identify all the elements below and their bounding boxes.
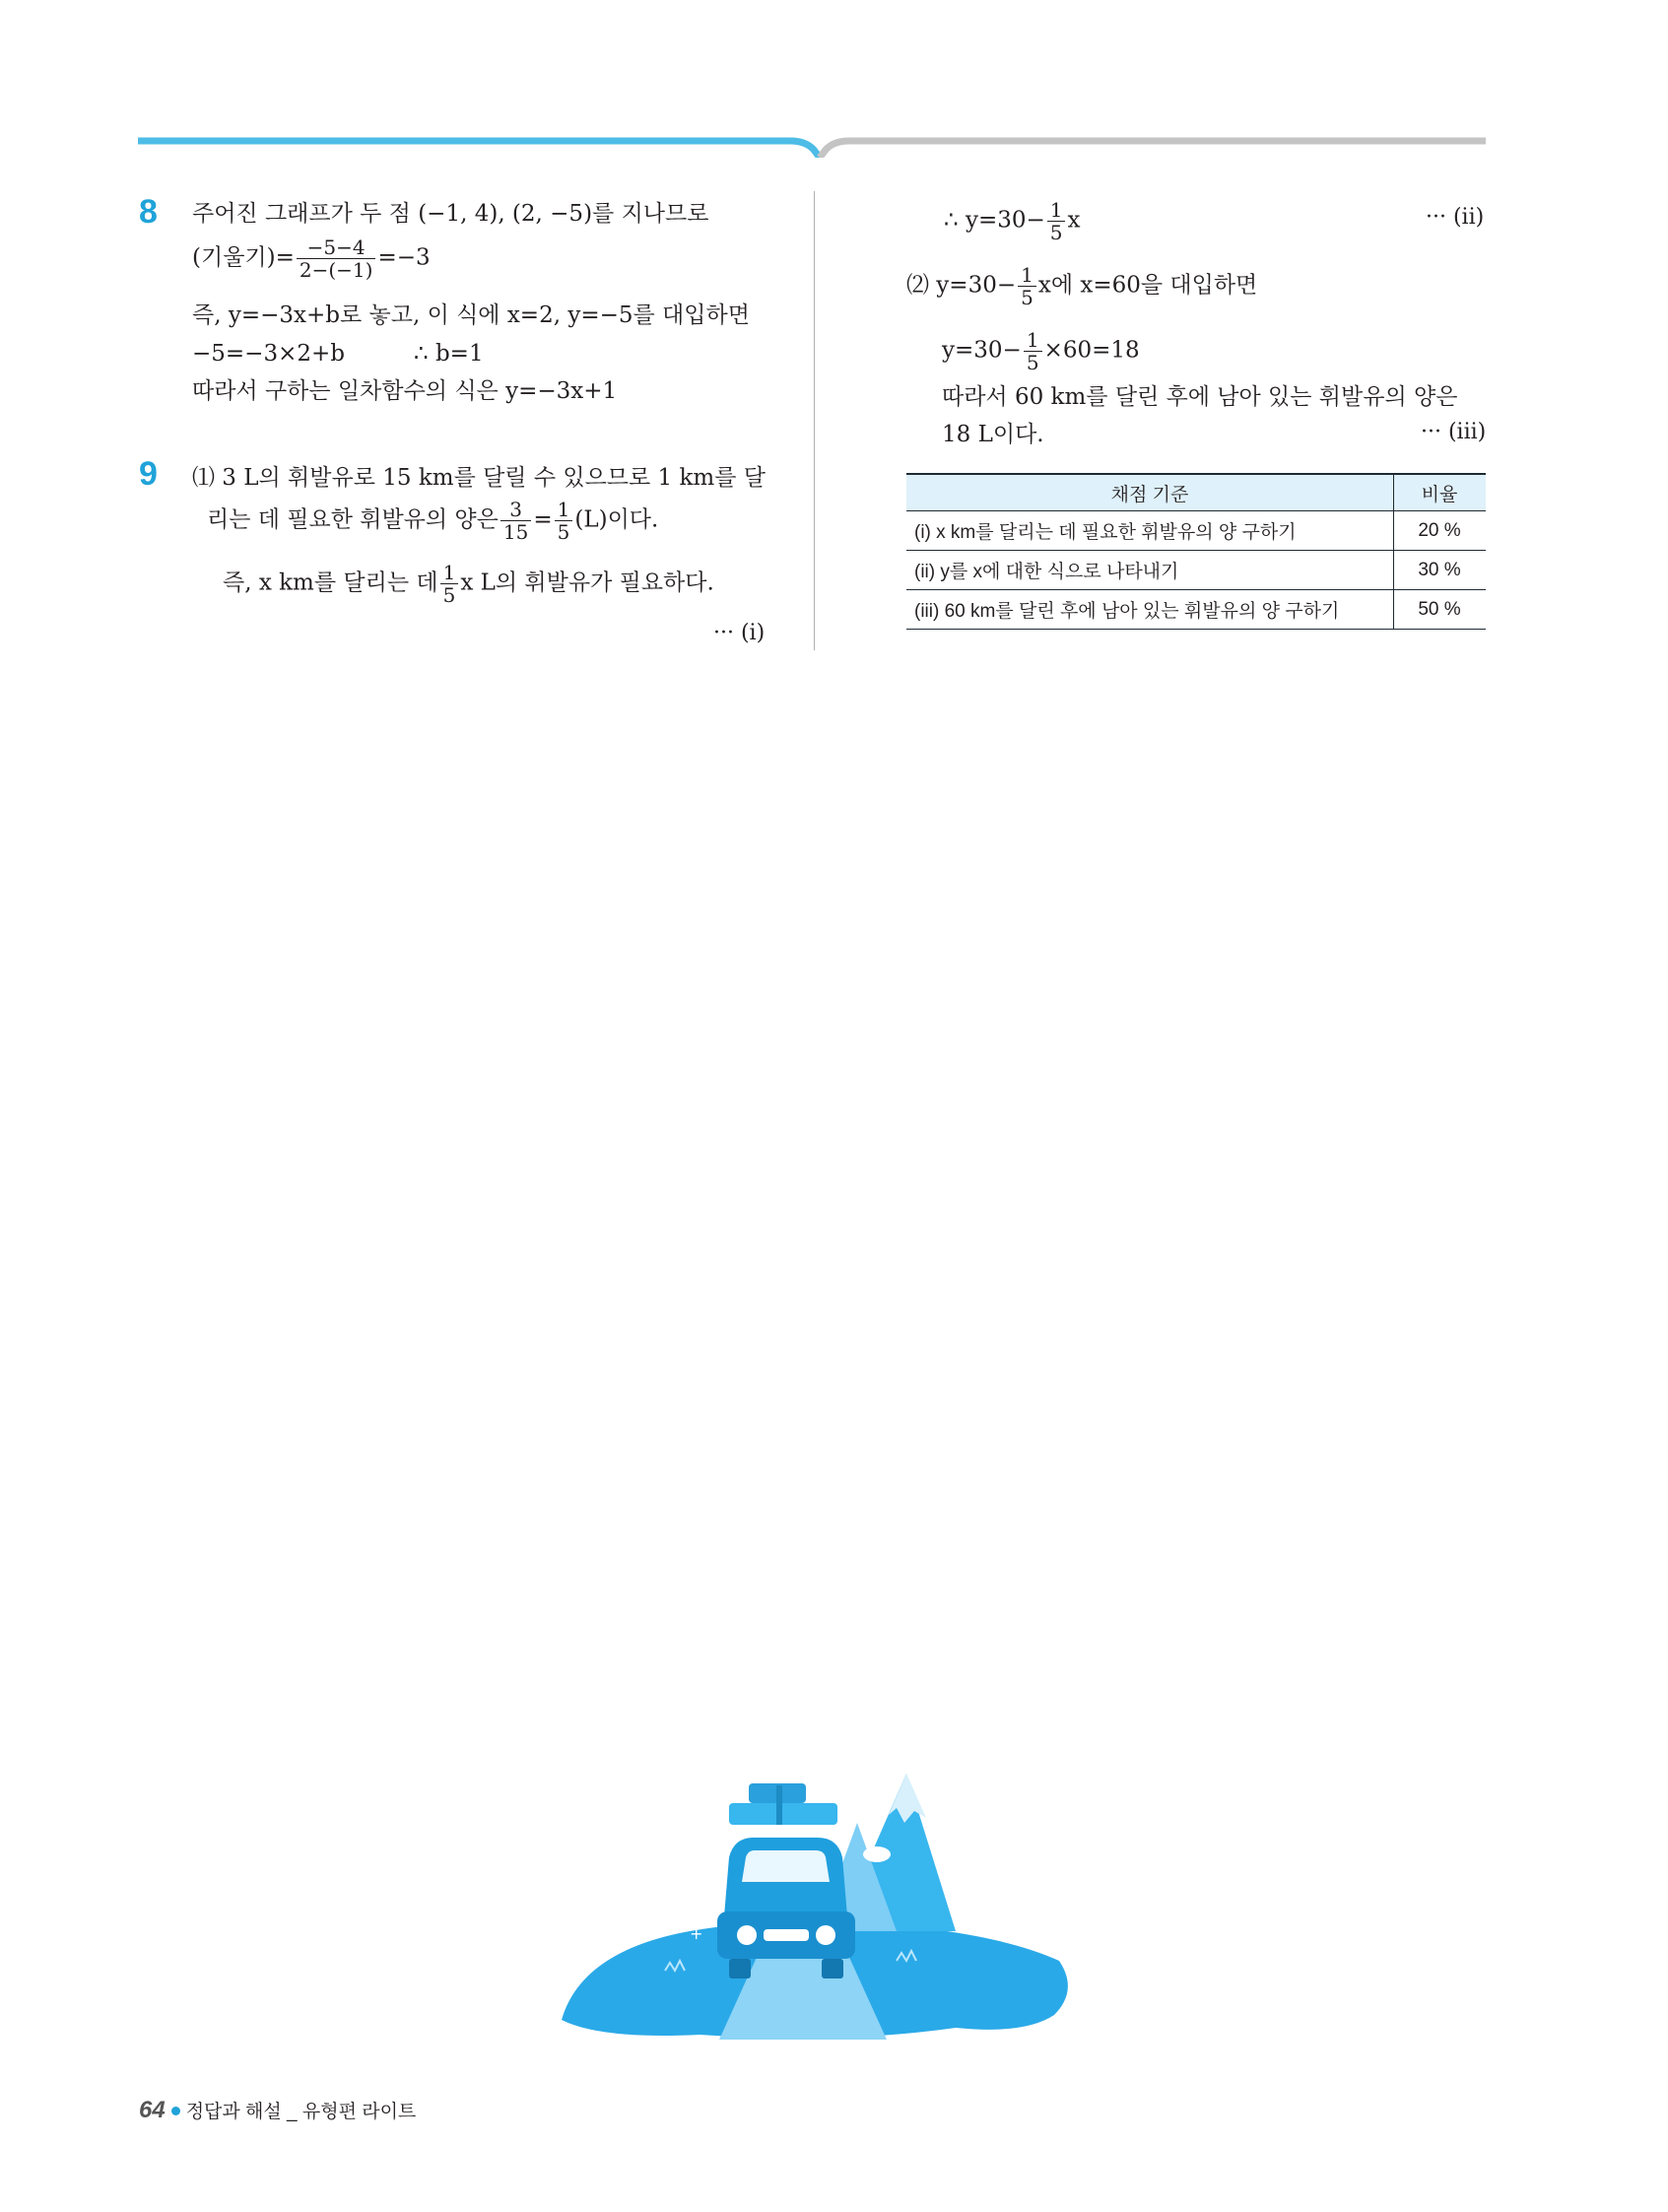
p9-part2-line2 [942,329,1140,373]
p9-part2-den2: 5 [1026,351,1039,374]
row-ratio: 50 % [1394,590,1487,630]
p9-part2-line1 [906,264,1257,308]
p9-line2-unit: (L)이다. [574,506,659,533]
p9-f3-num: 1 [440,562,459,584]
problem-number-9: 9 [139,455,158,493]
p9-fraction-1-5b [440,562,459,606]
svg-text:+ +: + + [680,1906,715,1926]
step-tag-iii: ··· (iii) [1421,420,1487,444]
p9-part2-fraction [1018,264,1036,308]
table-row [906,551,1486,590]
column-divider [814,191,815,650]
p9-part2-num2: 1 [1024,329,1042,352]
p9-f1-den: 15 [502,520,529,544]
car-and-mountain-icon [542,1764,1074,2059]
p9-part1-line3 [223,562,714,606]
p9-part2-line2-b: ×60=18 [1043,337,1140,364]
row-ratio: 30 % [1394,551,1487,590]
p9-fraction-1-5 [555,499,573,543]
book-title: 정답과 해설 _ 유형편 라이트 [185,2102,417,2122]
p8-slope-num: −5−4 [297,236,376,259]
p9-part2-den: 5 [1021,286,1034,309]
p9-part2-fraction2 [1024,329,1042,373]
p9-right-num: 1 [1047,199,1066,222]
header-criteria: 채점 기준 [906,474,1394,511]
p9-f2-num: 1 [555,499,573,521]
p9-right-fraction [1047,199,1066,243]
step-tag-i: ··· (i) [713,621,766,645]
p8-slope-den: 2−(−1) [299,258,373,282]
footer-dot-icon [171,2107,180,2115]
p9-part2-num: 1 [1018,264,1036,287]
p8-line4a: −5=−3×2+b [192,341,345,367]
p9-fraction-3-15 [500,499,531,543]
p9-right-therefore: ∴ y=30− [944,207,1045,234]
p8-slope [192,236,431,281]
p9-part2-text-a: ⑵ y=30− [906,272,1017,299]
p9-line3-rest: x L의 휘발유가 필요하다. [460,570,714,596]
p8-slope-label: (기울기)= [192,244,295,271]
grading-table [906,473,1486,630]
page-number: 64 [139,2097,166,2123]
p9-part2-line3: 따라서 60 km를 달린 후에 남아 있는 휘발유의 양은 [942,384,1458,410]
step-tag-ii: ··· (ii) [1426,205,1485,230]
grading-table-header [906,474,1486,511]
p9-line3-text: 즉, x km를 달리는 데 [223,570,438,596]
row-ratio: 20 % [1394,511,1487,551]
row-criteria: (i) x km를 달리는 데 필요한 휘발유의 양 구하기 [906,511,1394,551]
p8-slope-result: =−3 [377,244,431,271]
p8-line1: 주어진 그래프가 두 점 (−1, 4), (2, −5)를 지나므로 [192,201,709,227]
p9-right-line1 [944,199,1080,243]
table-row [906,511,1486,551]
p9-part2-line2-a: y=30− [942,337,1022,364]
p9-part1-line1: ⑴ 3 L의 휘발유로 15 km를 달릴 수 있으므로 1 km를 달 [192,465,766,491]
p9-right-x: x [1067,207,1081,234]
header-ratio: 비율 [1394,474,1487,511]
p9-f2-den: 5 [557,520,570,544]
p8-slope-fraction [297,236,376,281]
p9-f1-num: 3 [500,499,531,521]
p9-part1-line2 [207,499,658,543]
table-row [906,590,1486,630]
row-criteria: (iii) 60 km를 달린 후에 남아 있는 휘발유의 양 구하기 [906,590,1394,630]
p9-part2-line4: 18 L이다. [942,422,1044,447]
p9-f3-den: 5 [442,583,456,607]
header-bar [0,0,1668,158]
p8-line3: 즉, y=−3x+b로 놓고, 이 식에 x=2, y=−5를 대입하면 [192,302,750,328]
p9-right-den: 5 [1049,221,1063,244]
p8-line4b: ∴ b=1 [414,341,484,367]
page-footer [139,2097,416,2124]
p9-eq: = [533,506,553,533]
p9-line2-text: 리는 데 필요한 휘발유의 양은 [207,506,499,533]
p9-part2-text-b: x에 x=60을 대입하면 [1037,272,1258,299]
row-criteria: (ii) y를 x에 대한 식으로 나타내기 [906,551,1394,590]
svg-text:+: + [690,1924,703,1943]
problem-number-8: 8 [139,193,158,231]
p8-line5: 따라서 구하는 일차함수의 식은 y=−3x+1 [192,378,618,404]
